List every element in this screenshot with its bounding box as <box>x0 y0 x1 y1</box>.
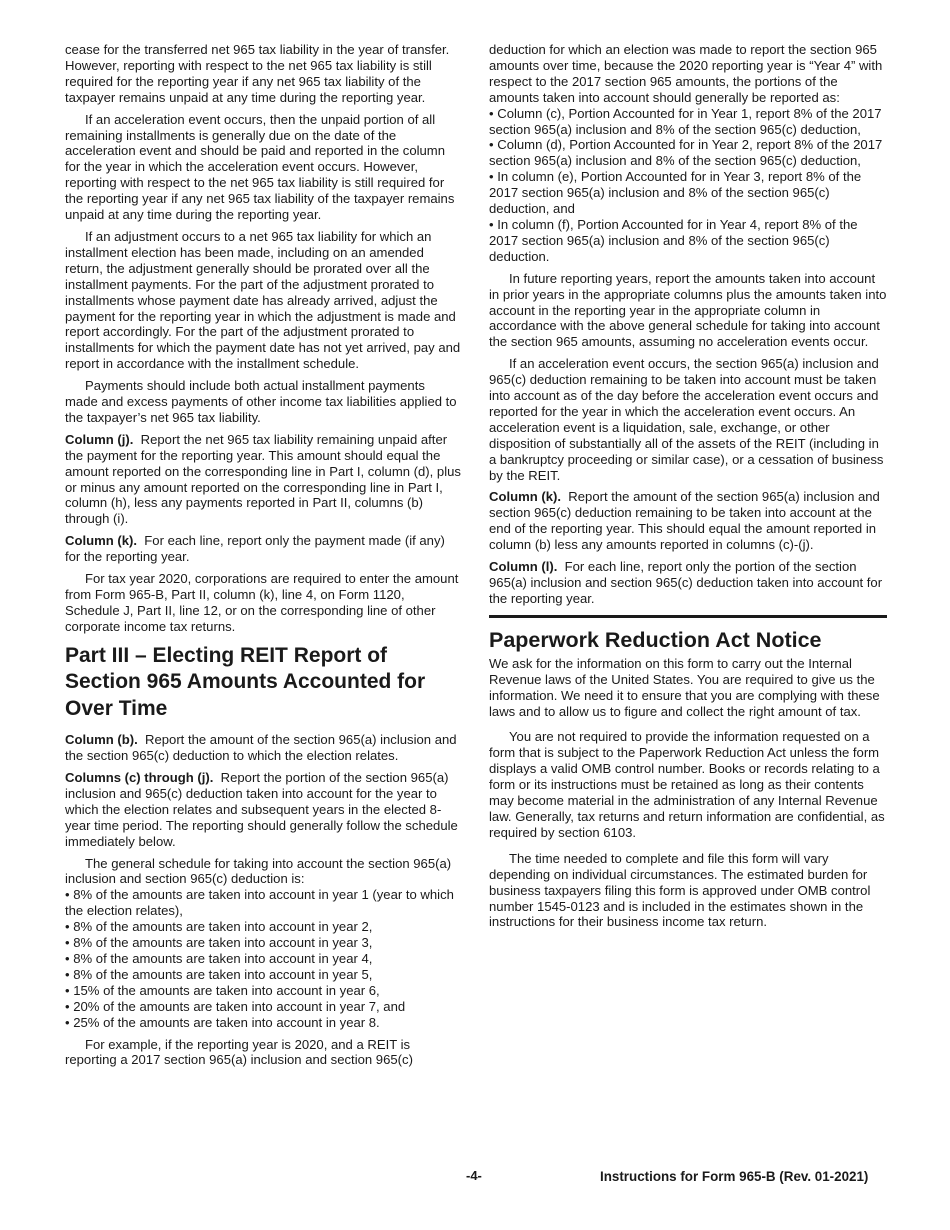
column-k-heading: Column (k). <box>65 533 138 549</box>
column-k-heading: Column (k). <box>489 489 562 505</box>
list-item: • In column (e), Portion Accounted for in Year 3, report 8% of the 2017 section 965(a) inclusion and 8% of the section 965(c) deduction, and <box>489 169 862 217</box>
column-k-entry <box>65 533 461 565</box>
column-b-entry <box>65 732 461 764</box>
page-number: -4- <box>466 1168 482 1183</box>
column-b-text: Report the amount of the section 965(a) inclusion and the section 965(c) deduction to which the election relates. <box>65 732 457 764</box>
list-item: • 8% of the amounts are taken into account in year 5, <box>65 966 373 982</box>
list-item: • 8% of the amounts are taken into account in year 2, <box>65 919 373 935</box>
list-item: • In column (f), Portion Accounted for in Year 4, report 8% of the 2017 section 965(a) inclusion and 8% of the section 965(c) deduction. <box>489 216 858 264</box>
list-item: • 8% of the amounts are taken into account in year 1 (year to which the election relates), <box>65 887 454 919</box>
list-item: • 25% of the amounts are taken into account in year 8. <box>65 1014 380 1030</box>
schedule-list <box>65 887 461 1030</box>
columns-c-j-entry <box>65 770 461 850</box>
list-item: • Column (d), Portion Accounted for in Year 2, report 8% of the 2017 section 965(a) inclusion and 8% of the section 965(c) deduction, <box>489 137 883 169</box>
section-divider <box>489 615 887 618</box>
paragraph: For example, if the reporting year is 2020, and a REIT is reporting a 2017 section 965(a) inclusion and section 965(c) <box>65 1036 413 1068</box>
column-k-entry <box>489 489 887 553</box>
column-k-text: Report the amount of the section 965(a) inclusion and section 965(c) deduction remaining to be taken into account at the end of the reporting year. This should equal the amount reported in column (b) less any amounts reported in columns (c)-(j). <box>489 489 880 553</box>
list-item: • Column (c), Portion Accounted for in Year 1, report 8% of the 2017 section 965(a) inclusion and 8% of the section 965(c) deduction, <box>489 105 882 137</box>
list-item: • 20% of the amounts are taken into account in year 7, and <box>65 998 406 1014</box>
paragraph: If an acceleration event occurs, the section 965(a) inclusion and 965(c) deduction remaining to be taken into account must be taken into account as of the day before the acceleration event occurs and reported for the year in which the acceleration event occurs. An acceleration event is a liquidation, sale, exchange, or other disposition of substantially all of the assets of the REIT (including in a bankruptcy proceeding or similar case), or a cessation of business by the REIT. <box>489 356 884 483</box>
list-item: • 15% of the amounts are taken into account in year 6, <box>65 982 380 998</box>
column-j-heading: Column (j). <box>65 431 134 447</box>
paperwork-notice-heading: Paperwork Reduction Act Notice <box>489 627 822 652</box>
paragraph: The time needed to complete and file this form will vary depending on individual circumstances. The estimated burden for business taxpayers filing this form is approved under OMB control number 1545-0123 and is included in the estimates shown in the instructions for their business income tax return. <box>489 850 871 930</box>
paragraph: The general schedule for taking into account the section 965(a) inclusion and section 965(c) deduction is: <box>65 855 452 887</box>
column-l-entry <box>489 559 887 607</box>
paragraph: deduction for which an election was made to report the section 965 amounts over time, because the 2020 reporting year is “Year 4” with respect to the 2017 section 965 amounts, the portions of the amounts taken into account should generally be reported as: <box>489 42 883 105</box>
paragraph: cease for the transferred net 965 tax liability in the year of transfer. However, reporting with respect to the net 965 tax liability is still required for the reporting year if any net 965 tax liability of the taxpayer remains unpaid at any time during the reporting year. <box>65 42 450 105</box>
columns-c-j-heading: Columns (c) through (j). <box>65 770 214 786</box>
column-k-text: For each line, report only the payment made (if any) for the reporting year. <box>65 533 445 565</box>
left-column <box>65 42 461 1074</box>
paragraph: You are not required to provide the information requested on a form that is subject to the Paperwork Reduction Act unless the form displays a valid OMB control number. Books or records relating to a form or its instructions must be retained as long as their contents may become material in the administration of any Internal Revenue law. Generally, tax returns and return information are confidential, as required by section 6103. <box>489 729 885 840</box>
column-j-entry <box>65 432 461 527</box>
paragraph: If an acceleration event occurs, then the unpaid portion of all remaining installments is generally due on the date of the acceleration event and should be paid and reported in the column for the year in which the acceleration event occurs. However, reporting with respect to the net 965 tax liability is still required for the reporting year if any net 965 tax liability of the taxpayer remains unpaid at any time during the reporting year. <box>65 111 455 223</box>
paragraph: We ask for the information on this form to carry out the Internal Revenue laws of the United States. You are required to give us the information. We need it to ensure that you are complying with these laws and to allow us to figure and collect the right amount of tax. <box>489 655 880 719</box>
column-l-heading: Column (l). <box>489 559 558 575</box>
part-iii-heading: Part III – Electing REIT Report of Section 965 Amounts Accounted for Over Time <box>65 643 426 720</box>
right-column <box>489 42 887 936</box>
column-j-text: Report the net 965 tax liability remaining unpaid after the payment for the reporting year. This amount should equal the amount reported on the corresponding line in Part I, column (d), plus or minus any amount reported on the corresponding line in Part I, column (h), less any payments reported in Part II, columns (b) through (i). <box>65 431 461 527</box>
footer-title: Instructions for Form 965-B (Rev. 01-2021) <box>600 1169 869 1184</box>
paragraph: In future reporting years, report the amounts taken into account in prior years in the appropriate columns plus the amounts taken into account in the reporting year in the appropriate column in accordance with the above general schedule for taking into account the section 965 amounts, assuming no acceleration events occur. <box>489 270 887 350</box>
paragraph: For tax year 2020, corporations are required to enter the amount from Form 965-B, Part II, column (k), line 4, on Form 1120, Schedule J, Part II, line 12, or on the corresponding line of other corporate income tax returns. <box>65 571 459 634</box>
columns-c-j-text: Report the portion of the section 965(a) inclusion and 965(c) deduction taken into account for the year to which the election relates and subsequent years in the elected 8-year time period. The reporting should generally follow the schedule immediately below. <box>65 770 458 849</box>
column-l-text: For each line, report only the portion of the section 965(a) inclusion and section 965(c) deduction taken into account for the reporting year. <box>489 559 883 606</box>
paragraph: If an adjustment occurs to a net 965 tax liability for which an installment election has been made, including on an amended return, the adjustment generally should be prorated over all the installment payments. For the part of the adjustment prorated to installments whose payment date has already arrived, adjust the payment for the reporting year in which the adjustment is made and report accordingly. For the part of the adjustment prorated to installments for which the payment date has not yet arrived, pay and report in accordance with the installment schedule. <box>65 228 461 372</box>
reporting-list <box>489 106 887 265</box>
column-b-heading: Column (b). <box>65 732 138 748</box>
list-item: • 8% of the amounts are taken into account in year 4, <box>65 951 373 966</box>
paragraph: Payments should include both actual installment payments made and excess payments of other income tax liabilities applied to the taxpayer’s net 965 tax liability. <box>65 378 457 425</box>
list-item: • 8% of the amounts are taken into account in year 3, <box>65 935 373 951</box>
